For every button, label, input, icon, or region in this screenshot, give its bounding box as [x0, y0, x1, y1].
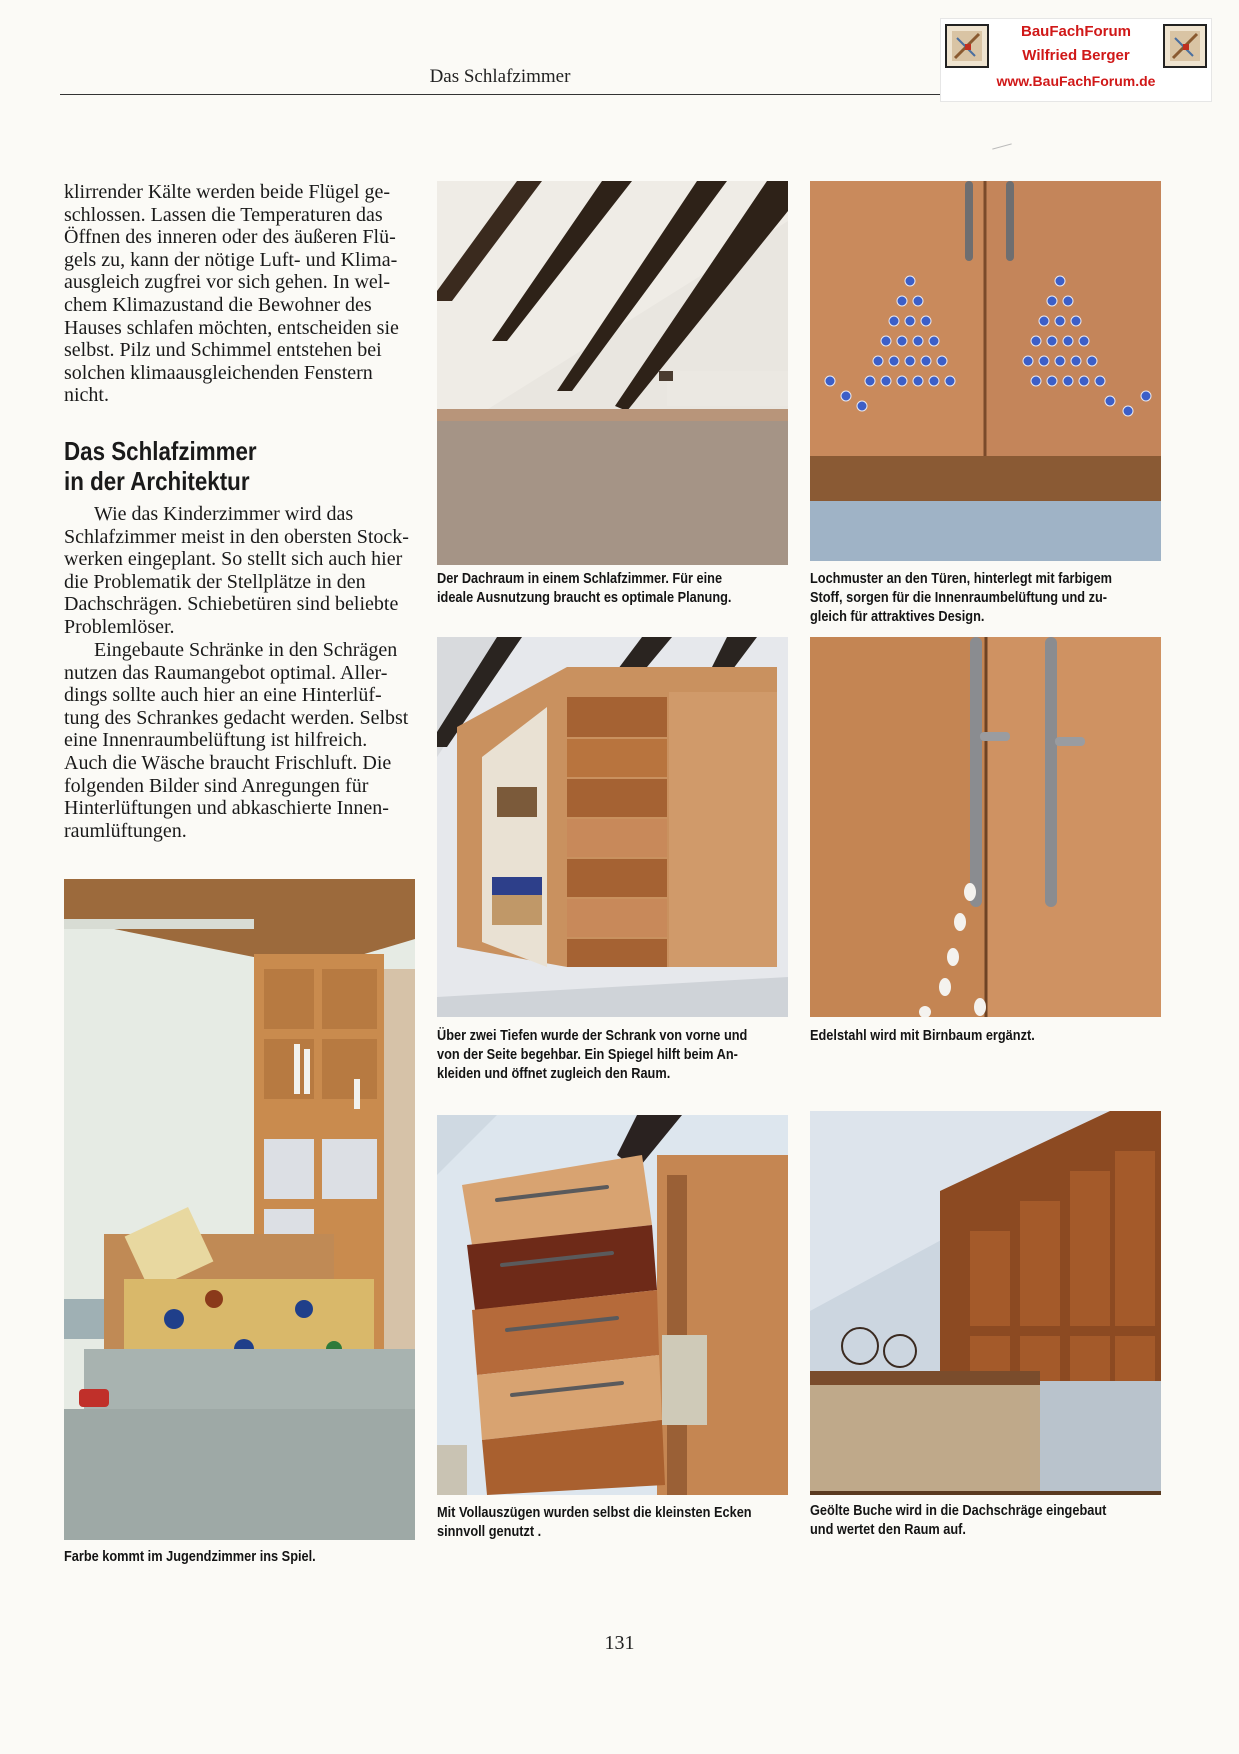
watermark-badge[interactable]	[940, 18, 1212, 102]
text-line: werken eingeplant. So stellt sich auch hier	[64, 548, 403, 571]
section-heading	[64, 436, 366, 496]
text-line: Schlafzimmer meist in den obersten Stock-	[64, 525, 409, 548]
text-line: die Problematik der Stellplätze in den	[64, 570, 366, 593]
text-line: Dachschrägen. Schiebetüren sind beliebte	[64, 593, 399, 616]
text-line: schlossen. Lassen die Temperaturen das	[64, 203, 383, 226]
photo-attic-room	[437, 181, 788, 565]
caption-youth-room: Farbe kommt im Jugendzimmer ins Spiel.	[64, 1549, 316, 1565]
photo-steel-handles	[810, 637, 1161, 1017]
bau-logo-icon	[1163, 24, 1207, 68]
photo-youth-room	[64, 879, 415, 1540]
scan-mark	[992, 143, 1012, 149]
photo-hole-pattern	[810, 181, 1161, 561]
page-number: 131	[604, 1632, 635, 1654]
text-line: Auch die Wäsche braucht Frischluft. Die	[64, 751, 392, 774]
text-line: nutzen das Raumangebot optimal. Aller-	[64, 661, 388, 684]
text-line: Öffnen des inneren oder des äußeren Flü-	[64, 226, 396, 249]
text-line: Problemlöser.	[64, 615, 175, 638]
intro-paragraph	[64, 181, 415, 407]
caption-steel-handles: Edelstahl wird mit Birnbaum ergänzt.	[810, 1028, 1035, 1044]
text-line: chem Klimazustand die Bewohner des	[64, 293, 372, 316]
text-line: Hauses schlafen möchten, entscheiden sie	[64, 316, 399, 339]
text-line: tung des Schrankes gedacht werden. Selbst	[64, 706, 409, 729]
photo-full-extension-drawers	[437, 1115, 788, 1495]
badge-title: BauFachForum	[1020, 23, 1131, 40]
text-line: raumlüftungen.	[64, 819, 187, 842]
caption-oiled-beech: Geölte Buche wird in die Dachschräge eingebaut und wertet den Raum auf.	[810, 1503, 1107, 1538]
caption-attic-room: Der Dachraum in einem Schlafzimmer. Für eine ideale Ausnutzung braucht es optimale Planung.	[437, 571, 732, 606]
photo-oiled-beech	[810, 1111, 1161, 1495]
body-paragraph-2	[64, 639, 415, 842]
text-line: Wie das Kinderzimmer wird das	[94, 503, 354, 525]
photo-two-depth-wardrobe	[437, 637, 788, 1017]
heading-line: Das Schlafzimmer	[64, 436, 257, 466]
caption-hole-pattern: Lochmuster an den Türen, hinterlegt mit farbigem Stoff, sorgen für die Innenraumbelüftung und zu- gleich für attraktives Design.	[810, 571, 1113, 625]
heading-line: in der Architektur	[64, 466, 250, 496]
text-line: selbst. Pilz und Schimmel entstehen bei	[64, 339, 382, 362]
text-line: gels zu, kann der nötige Luft- und Klima-	[64, 248, 398, 271]
text-line: eine Innenraumbelüftung ist hilfreich.	[64, 729, 368, 752]
text-line: nicht.	[64, 384, 109, 407]
text-line: solchen klimaausgleichenden Fenstern	[64, 361, 373, 384]
badge-author: Wilfried Berger	[1022, 47, 1130, 64]
text-line: Hinterlüftungen und abkaschierte Innen-	[64, 797, 389, 820]
header-rule	[60, 94, 940, 95]
body-paragraph-1	[64, 503, 415, 639]
text-line: dings sollte auch hier an eine Hinterlüf-	[64, 684, 382, 707]
text-line: Eingebaute Schränke in den Schrägen	[94, 639, 398, 661]
caption-full-extension: Mit Vollauszügen wurden selbst die kleinsten Ecken sinnvoll genutzt .	[437, 1505, 752, 1540]
text-line: ausgleich zugfrei vor sich gehen. In wel-	[64, 271, 390, 294]
badge-url[interactable]: www.BauFachForum.de	[996, 73, 1156, 89]
running-head: Das Schlafzimmer	[429, 66, 571, 87]
text-line: folgenden Bilder sind Anregungen für	[64, 774, 369, 797]
text-line: klirrender Kälte werden beide Flügel ge-	[64, 181, 390, 203]
caption-two-depth-wardrobe: Über zwei Tiefen wurde der Schrank von vorne und von der Seite begehbar. Ein Spiegel hilft beim An- kleiden und öffnet zugleich den Raum.	[437, 1028, 748, 1082]
